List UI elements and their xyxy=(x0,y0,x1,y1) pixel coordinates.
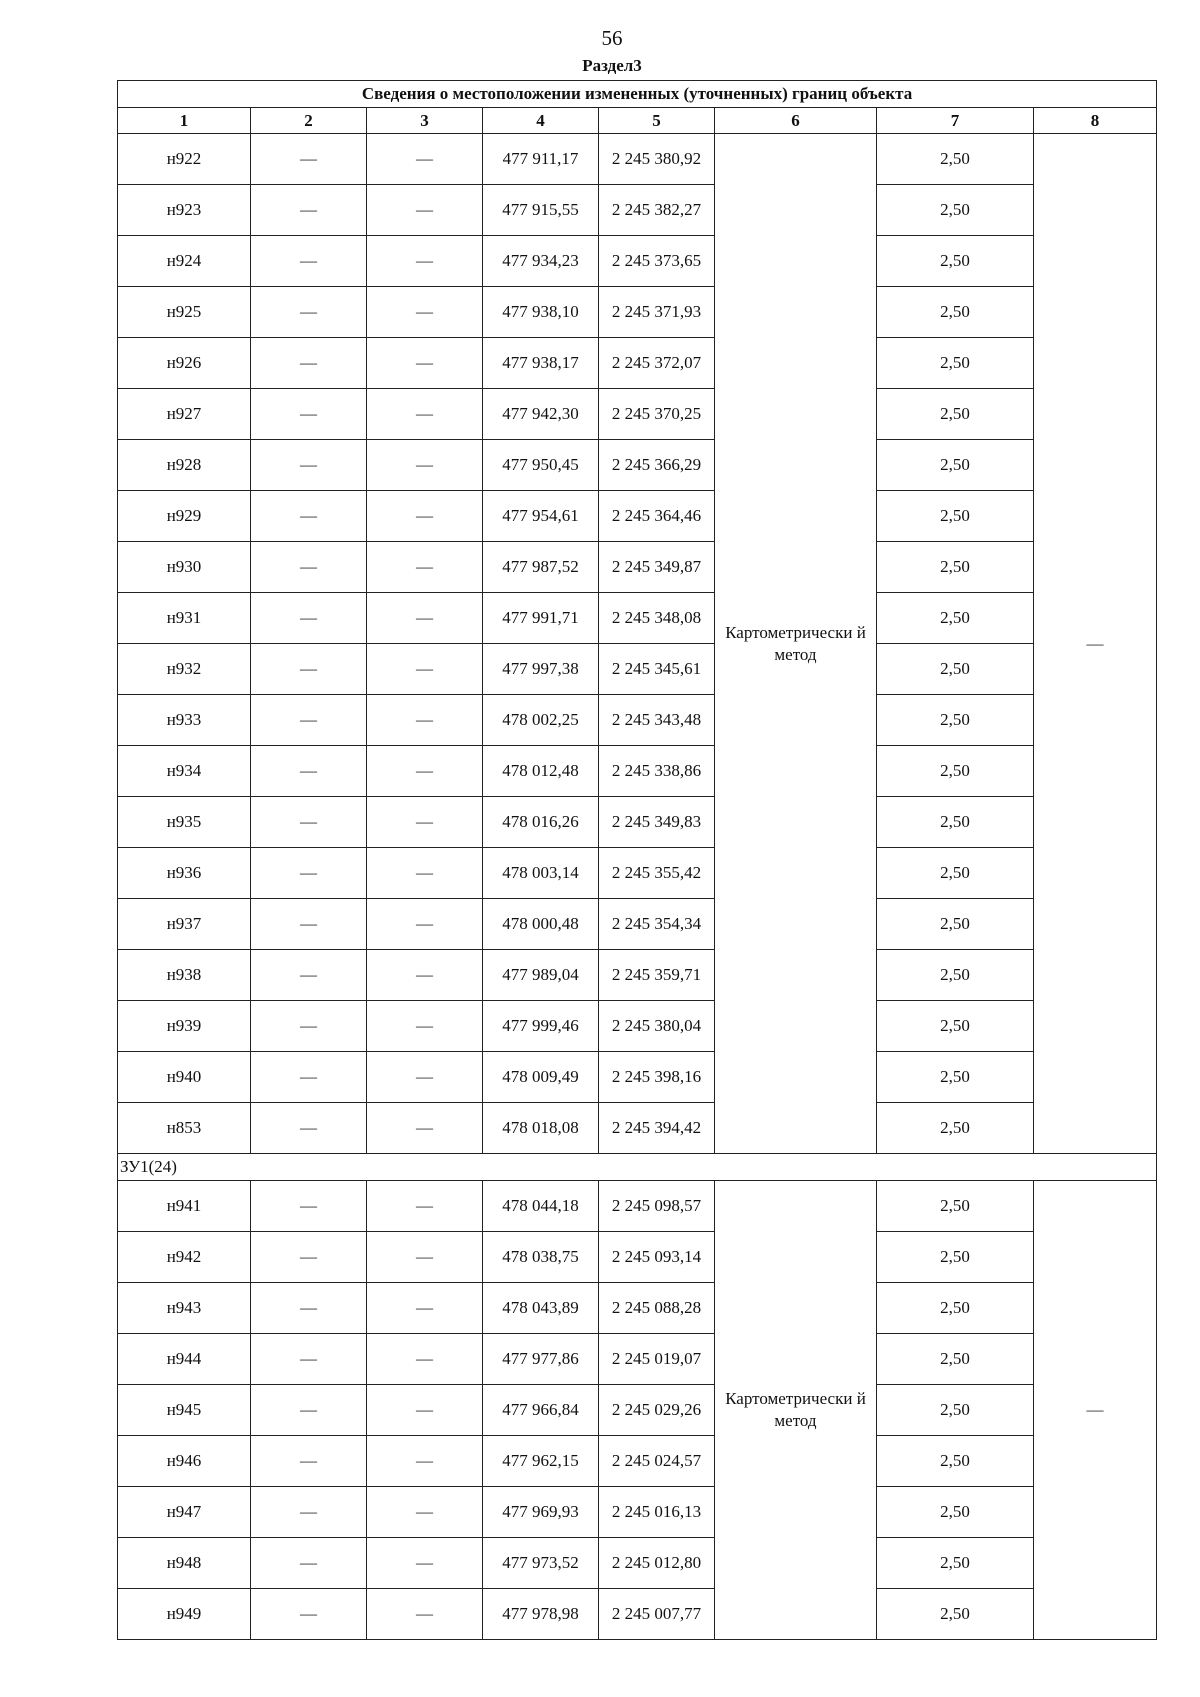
table-row xyxy=(118,236,1157,287)
table-row xyxy=(118,1436,1157,1487)
x-coordinate-cell: 477 915,55 xyxy=(483,185,599,236)
x-coordinate-cell: 477 966,84 xyxy=(483,1385,599,1436)
col3-cell: — xyxy=(367,542,483,593)
col2-cell: — xyxy=(251,287,367,338)
y-coordinate-cell: 2 245 349,87 xyxy=(599,542,715,593)
point-number-cell: н941 xyxy=(118,1181,251,1232)
accuracy-cell: 2,50 xyxy=(877,236,1034,287)
x-coordinate-cell: 477 989,04 xyxy=(483,950,599,1001)
point-number-cell: н925 xyxy=(118,287,251,338)
method-cell: Картометрически й метод xyxy=(715,134,877,1154)
col2-cell: — xyxy=(251,644,367,695)
point-number-cell: н933 xyxy=(118,695,251,746)
accuracy-cell: 2,50 xyxy=(877,644,1034,695)
accuracy-cell: 2,50 xyxy=(877,593,1034,644)
col8-cell: — xyxy=(1034,1181,1157,1640)
col3-cell: — xyxy=(367,1103,483,1154)
accuracy-cell: 2,50 xyxy=(877,1181,1034,1232)
table-row xyxy=(118,848,1157,899)
col3-cell: — xyxy=(367,644,483,695)
accuracy-cell: 2,50 xyxy=(877,1589,1034,1640)
table-row xyxy=(118,593,1157,644)
table-row xyxy=(118,389,1157,440)
table-row xyxy=(118,950,1157,1001)
col3-cell: — xyxy=(367,1436,483,1487)
point-number-cell: н944 xyxy=(118,1334,251,1385)
y-coordinate-cell: 2 245 349,83 xyxy=(599,797,715,848)
point-number-cell: н938 xyxy=(118,950,251,1001)
column-header: 7 xyxy=(877,108,1034,134)
method-cell: Картометрически й метод xyxy=(715,1181,877,1640)
x-coordinate-cell: 478 038,75 xyxy=(483,1232,599,1283)
y-coordinate-cell: 2 245 088,28 xyxy=(599,1283,715,1334)
col3-cell: — xyxy=(367,389,483,440)
col3-cell: — xyxy=(367,899,483,950)
accuracy-cell: 2,50 xyxy=(877,1487,1034,1538)
x-coordinate-cell: 477 954,61 xyxy=(483,491,599,542)
col3-cell: — xyxy=(367,287,483,338)
accuracy-cell: 2,50 xyxy=(877,389,1034,440)
point-number-cell: н949 xyxy=(118,1589,251,1640)
col3-cell: — xyxy=(367,1385,483,1436)
point-number-cell: н922 xyxy=(118,134,251,185)
y-coordinate-cell: 2 245 370,25 xyxy=(599,389,715,440)
col3-cell: — xyxy=(367,134,483,185)
table-row xyxy=(118,797,1157,848)
group-label: ЗУ1(24) xyxy=(118,1154,1157,1181)
x-coordinate-cell: 478 044,18 xyxy=(483,1181,599,1232)
col2-cell: — xyxy=(251,134,367,185)
col3-cell: — xyxy=(367,1181,483,1232)
point-number-cell: н947 xyxy=(118,1487,251,1538)
point-number-cell: н939 xyxy=(118,1001,251,1052)
point-number-cell: н936 xyxy=(118,848,251,899)
column-header: 2 xyxy=(251,108,367,134)
point-number-cell: н928 xyxy=(118,440,251,491)
accuracy-cell: 2,50 xyxy=(877,338,1034,389)
point-number-cell: н930 xyxy=(118,542,251,593)
point-number-cell: н943 xyxy=(118,1283,251,1334)
col3-cell: — xyxy=(367,338,483,389)
table-row xyxy=(118,1538,1157,1589)
column-header: 8 xyxy=(1034,108,1157,134)
column-header: 1 xyxy=(118,108,251,134)
accuracy-cell: 2,50 xyxy=(877,1334,1034,1385)
column-header: 5 xyxy=(599,108,715,134)
y-coordinate-cell: 2 245 380,92 xyxy=(599,134,715,185)
y-coordinate-cell: 2 245 348,08 xyxy=(599,593,715,644)
col2-cell: — xyxy=(251,1589,367,1640)
col2-cell: — xyxy=(251,389,367,440)
y-coordinate-cell: 2 245 016,13 xyxy=(599,1487,715,1538)
y-coordinate-cell: 2 245 007,77 xyxy=(599,1589,715,1640)
x-coordinate-cell: 478 003,14 xyxy=(483,848,599,899)
point-number-cell: н929 xyxy=(118,491,251,542)
section-title: Раздел3 xyxy=(582,56,642,75)
y-coordinate-cell: 2 245 371,93 xyxy=(599,287,715,338)
col2-cell: — xyxy=(251,440,367,491)
accuracy-cell: 2,50 xyxy=(877,1385,1034,1436)
column-header: 6 xyxy=(715,108,877,134)
col2-cell: — xyxy=(251,848,367,899)
y-coordinate-cell: 2 245 364,46 xyxy=(599,491,715,542)
col2-cell: — xyxy=(251,797,367,848)
point-number-cell: н940 xyxy=(118,1052,251,1103)
y-coordinate-cell: 2 245 382,27 xyxy=(599,185,715,236)
x-coordinate-cell: 477 999,46 xyxy=(483,1001,599,1052)
y-coordinate-cell: 2 245 366,29 xyxy=(599,440,715,491)
table-row xyxy=(118,287,1157,338)
y-coordinate-cell: 2 245 355,42 xyxy=(599,848,715,899)
point-number-cell: н934 xyxy=(118,746,251,797)
accuracy-cell: 2,50 xyxy=(877,287,1034,338)
accuracy-cell: 2,50 xyxy=(877,1232,1034,1283)
col3-cell: — xyxy=(367,797,483,848)
table-row xyxy=(118,440,1157,491)
accuracy-cell: 2,50 xyxy=(877,1283,1034,1334)
accuracy-cell: 2,50 xyxy=(877,1001,1034,1052)
col2-cell: — xyxy=(251,1487,367,1538)
group-label-row xyxy=(118,1154,1157,1181)
table-caption: Сведения о местоположении измененных (уточненных) границ объекта xyxy=(118,81,1157,108)
coordinates-table xyxy=(117,80,1157,1640)
table-row xyxy=(118,338,1157,389)
col3-cell: — xyxy=(367,1334,483,1385)
y-coordinate-cell: 2 245 345,61 xyxy=(599,644,715,695)
col2-cell: — xyxy=(251,1436,367,1487)
x-coordinate-cell: 478 012,48 xyxy=(483,746,599,797)
table-row xyxy=(118,1181,1157,1232)
x-coordinate-cell: 477 997,38 xyxy=(483,644,599,695)
accuracy-cell: 2,50 xyxy=(877,1052,1034,1103)
table-row xyxy=(118,899,1157,950)
col3-cell: — xyxy=(367,848,483,899)
table-row xyxy=(118,1001,1157,1052)
point-number-cell: н946 xyxy=(118,1436,251,1487)
accuracy-cell: 2,50 xyxy=(877,542,1034,593)
col2-cell: — xyxy=(251,542,367,593)
y-coordinate-cell: 2 245 373,65 xyxy=(599,236,715,287)
table-row xyxy=(118,1283,1157,1334)
accuracy-cell: 2,50 xyxy=(877,185,1034,236)
col2-cell: — xyxy=(251,338,367,389)
col2-cell: — xyxy=(251,1538,367,1589)
x-coordinate-cell: 477 950,45 xyxy=(483,440,599,491)
col3-cell: — xyxy=(367,1052,483,1103)
y-coordinate-cell: 2 245 394,42 xyxy=(599,1103,715,1154)
x-coordinate-cell: 478 000,48 xyxy=(483,899,599,950)
table-row xyxy=(118,1589,1157,1640)
point-number-cell: н926 xyxy=(118,338,251,389)
accuracy-cell: 2,50 xyxy=(877,1103,1034,1154)
page-number: 56 xyxy=(601,26,623,50)
accuracy-cell: 2,50 xyxy=(877,746,1034,797)
table-row xyxy=(118,1103,1157,1154)
y-coordinate-cell: 2 245 012,80 xyxy=(599,1538,715,1589)
table-row xyxy=(118,1385,1157,1436)
col2-cell: — xyxy=(251,1232,367,1283)
col3-cell: — xyxy=(367,1232,483,1283)
col2-cell: — xyxy=(251,1052,367,1103)
col2-cell: — xyxy=(251,236,367,287)
y-coordinate-cell: 2 245 024,57 xyxy=(599,1436,715,1487)
point-number-cell: н948 xyxy=(118,1538,251,1589)
table-body xyxy=(118,81,1157,1640)
col2-cell: — xyxy=(251,1103,367,1154)
table-row xyxy=(118,542,1157,593)
accuracy-cell: 2,50 xyxy=(877,440,1034,491)
point-number-cell: н923 xyxy=(118,185,251,236)
accuracy-cell: 2,50 xyxy=(877,950,1034,1001)
col2-cell: — xyxy=(251,899,367,950)
point-number-cell: н927 xyxy=(118,389,251,440)
accuracy-cell: 2,50 xyxy=(877,848,1034,899)
col2-cell: — xyxy=(251,1334,367,1385)
col2-cell: — xyxy=(251,746,367,797)
y-coordinate-cell: 2 245 338,86 xyxy=(599,746,715,797)
x-coordinate-cell: 477 987,52 xyxy=(483,542,599,593)
accuracy-cell: 2,50 xyxy=(877,491,1034,542)
column-header: 4 xyxy=(483,108,599,134)
point-number-cell: н853 xyxy=(118,1103,251,1154)
col3-cell: — xyxy=(367,695,483,746)
col2-cell: — xyxy=(251,593,367,644)
table-row xyxy=(118,1334,1157,1385)
y-coordinate-cell: 2 245 380,04 xyxy=(599,1001,715,1052)
x-coordinate-cell: 478 016,26 xyxy=(483,797,599,848)
table-row xyxy=(118,1487,1157,1538)
point-number-cell: н935 xyxy=(118,797,251,848)
x-coordinate-cell: 478 009,49 xyxy=(483,1052,599,1103)
x-coordinate-cell: 477 962,15 xyxy=(483,1436,599,1487)
col3-cell: — xyxy=(367,593,483,644)
x-coordinate-cell: 477 973,52 xyxy=(483,1538,599,1589)
accuracy-cell: 2,50 xyxy=(877,695,1034,746)
x-coordinate-cell: 477 977,86 xyxy=(483,1334,599,1385)
col3-cell: — xyxy=(367,236,483,287)
accuracy-cell: 2,50 xyxy=(877,134,1034,185)
col2-cell: — xyxy=(251,695,367,746)
col2-cell: — xyxy=(251,1283,367,1334)
col3-cell: — xyxy=(367,1283,483,1334)
table-row xyxy=(118,491,1157,542)
y-coordinate-cell: 2 245 098,57 xyxy=(599,1181,715,1232)
point-number-cell: н945 xyxy=(118,1385,251,1436)
col3-cell: — xyxy=(367,1001,483,1052)
y-coordinate-cell: 2 245 343,48 xyxy=(599,695,715,746)
x-coordinate-cell: 477 969,93 xyxy=(483,1487,599,1538)
col3-cell: — xyxy=(367,746,483,797)
accuracy-cell: 2,50 xyxy=(877,1538,1034,1589)
table-row xyxy=(118,1232,1157,1283)
x-coordinate-cell: 477 911,17 xyxy=(483,134,599,185)
x-coordinate-cell: 477 938,17 xyxy=(483,338,599,389)
col2-cell: — xyxy=(251,491,367,542)
col2-cell: — xyxy=(251,1385,367,1436)
col3-cell: — xyxy=(367,1589,483,1640)
table-row xyxy=(118,185,1157,236)
y-coordinate-cell: 2 245 354,34 xyxy=(599,899,715,950)
col2-cell: — xyxy=(251,1001,367,1052)
table-row xyxy=(118,134,1157,185)
point-number-cell: н924 xyxy=(118,236,251,287)
accuracy-cell: 2,50 xyxy=(877,1436,1034,1487)
col3-cell: — xyxy=(367,1538,483,1589)
table-header-row xyxy=(118,108,1157,134)
y-coordinate-cell: 2 245 398,16 xyxy=(599,1052,715,1103)
col3-cell: — xyxy=(367,1487,483,1538)
col2-cell: — xyxy=(251,185,367,236)
point-number-cell: н931 xyxy=(118,593,251,644)
point-number-cell: н932 xyxy=(118,644,251,695)
col3-cell: — xyxy=(367,491,483,542)
table-caption-row xyxy=(118,81,1157,108)
x-coordinate-cell: 478 018,08 xyxy=(483,1103,599,1154)
x-coordinate-cell: 477 938,10 xyxy=(483,287,599,338)
point-number-cell: н942 xyxy=(118,1232,251,1283)
table-row xyxy=(118,746,1157,797)
col8-cell: — xyxy=(1034,134,1157,1154)
table-row xyxy=(118,1052,1157,1103)
x-coordinate-cell: 477 978,98 xyxy=(483,1589,599,1640)
accuracy-cell: 2,50 xyxy=(877,899,1034,950)
table-row xyxy=(118,695,1157,746)
y-coordinate-cell: 2 245 093,14 xyxy=(599,1232,715,1283)
col3-cell: — xyxy=(367,440,483,491)
y-coordinate-cell: 2 245 359,71 xyxy=(599,950,715,1001)
x-coordinate-cell: 477 991,71 xyxy=(483,593,599,644)
accuracy-cell: 2,50 xyxy=(877,797,1034,848)
col2-cell: — xyxy=(251,1181,367,1232)
column-header: 3 xyxy=(367,108,483,134)
x-coordinate-cell: 477 934,23 xyxy=(483,236,599,287)
x-coordinate-cell: 477 942,30 xyxy=(483,389,599,440)
x-coordinate-cell: 478 043,89 xyxy=(483,1283,599,1334)
col3-cell: — xyxy=(367,950,483,1001)
point-number-cell: н937 xyxy=(118,899,251,950)
col3-cell: — xyxy=(367,185,483,236)
y-coordinate-cell: 2 245 372,07 xyxy=(599,338,715,389)
col2-cell: — xyxy=(251,950,367,1001)
y-coordinate-cell: 2 245 019,07 xyxy=(599,1334,715,1385)
table-row xyxy=(118,644,1157,695)
x-coordinate-cell: 478 002,25 xyxy=(483,695,599,746)
y-coordinate-cell: 2 245 029,26 xyxy=(599,1385,715,1436)
